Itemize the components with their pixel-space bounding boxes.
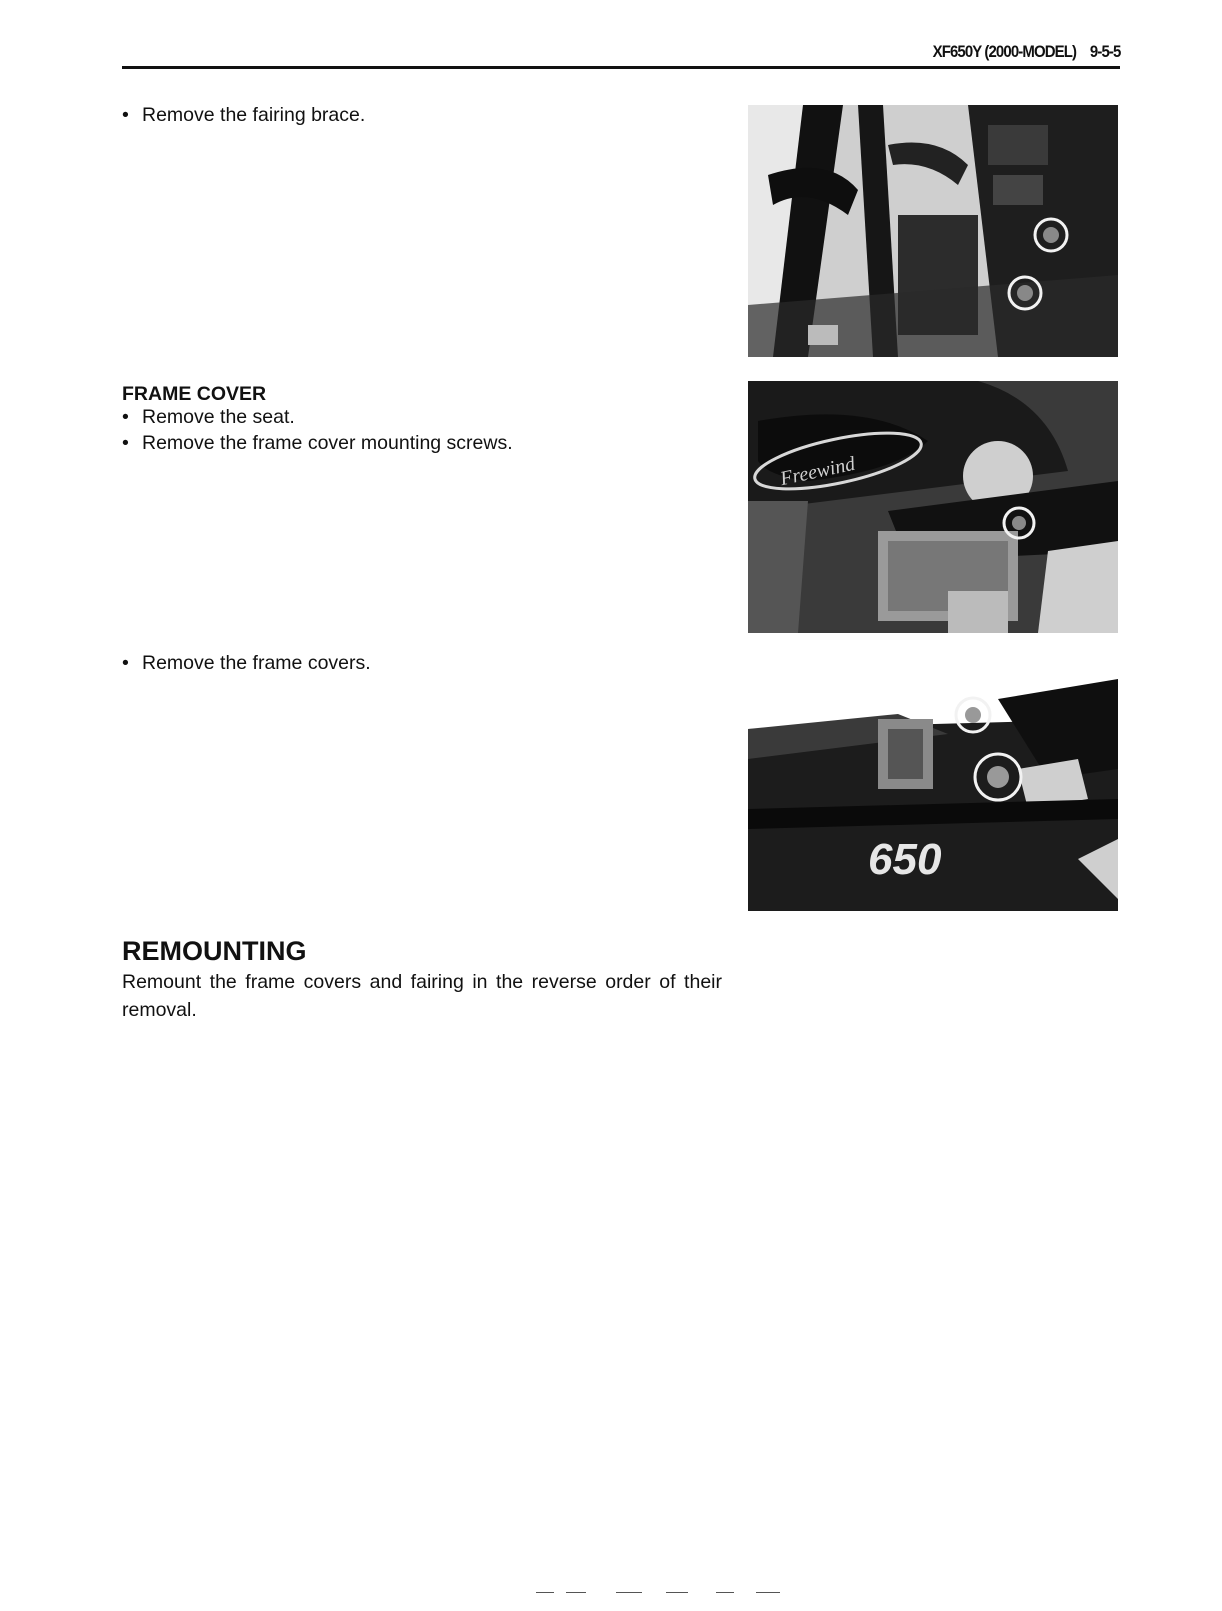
remounting-heading: REMOUNTING bbox=[122, 936, 307, 966]
step-remove-fairing-brace bbox=[122, 101, 365, 129]
photo-frame-cover-screws-image bbox=[748, 381, 1118, 633]
photo-frame-covers bbox=[748, 659, 1118, 911]
model-title: XF650Y (2000-MODEL) bbox=[932, 42, 1076, 61]
step-text: Remove the seat. bbox=[142, 406, 295, 428]
frame-cover-heading: FRAME COVER bbox=[122, 383, 267, 405]
step-text: Remove the fairing brace. bbox=[142, 104, 366, 126]
tank-logo-text: Freewind bbox=[778, 452, 858, 491]
photo-frame-cover-screws bbox=[748, 381, 1118, 633]
step-remove-seat bbox=[122, 403, 295, 431]
badge-650-text: 650 bbox=[868, 835, 942, 884]
running-header bbox=[932, 42, 1120, 62]
footer-marks bbox=[536, 1592, 786, 1594]
step-text: Remove the frame cover mounting screws. bbox=[142, 432, 513, 454]
page-number: 9-5-5 bbox=[1089, 42, 1120, 61]
photo-fairing-brace-image bbox=[748, 105, 1118, 357]
header-rule bbox=[122, 66, 1120, 69]
photo-fairing-brace bbox=[748, 105, 1118, 357]
bullet-icon: • bbox=[122, 652, 129, 674]
photo-frame-covers-image bbox=[748, 659, 1118, 911]
step-remove-frame-covers bbox=[122, 649, 371, 677]
remounting-paragraph: Remount the frame covers and fairing in the reverse order of their removal. bbox=[122, 971, 722, 1021]
step-text: Remove the frame covers. bbox=[142, 652, 371, 674]
bullet-icon: • bbox=[122, 104, 129, 126]
bullet-icon: • bbox=[122, 406, 129, 428]
step-remove-screws bbox=[122, 429, 513, 457]
bullet-icon: • bbox=[122, 432, 129, 454]
